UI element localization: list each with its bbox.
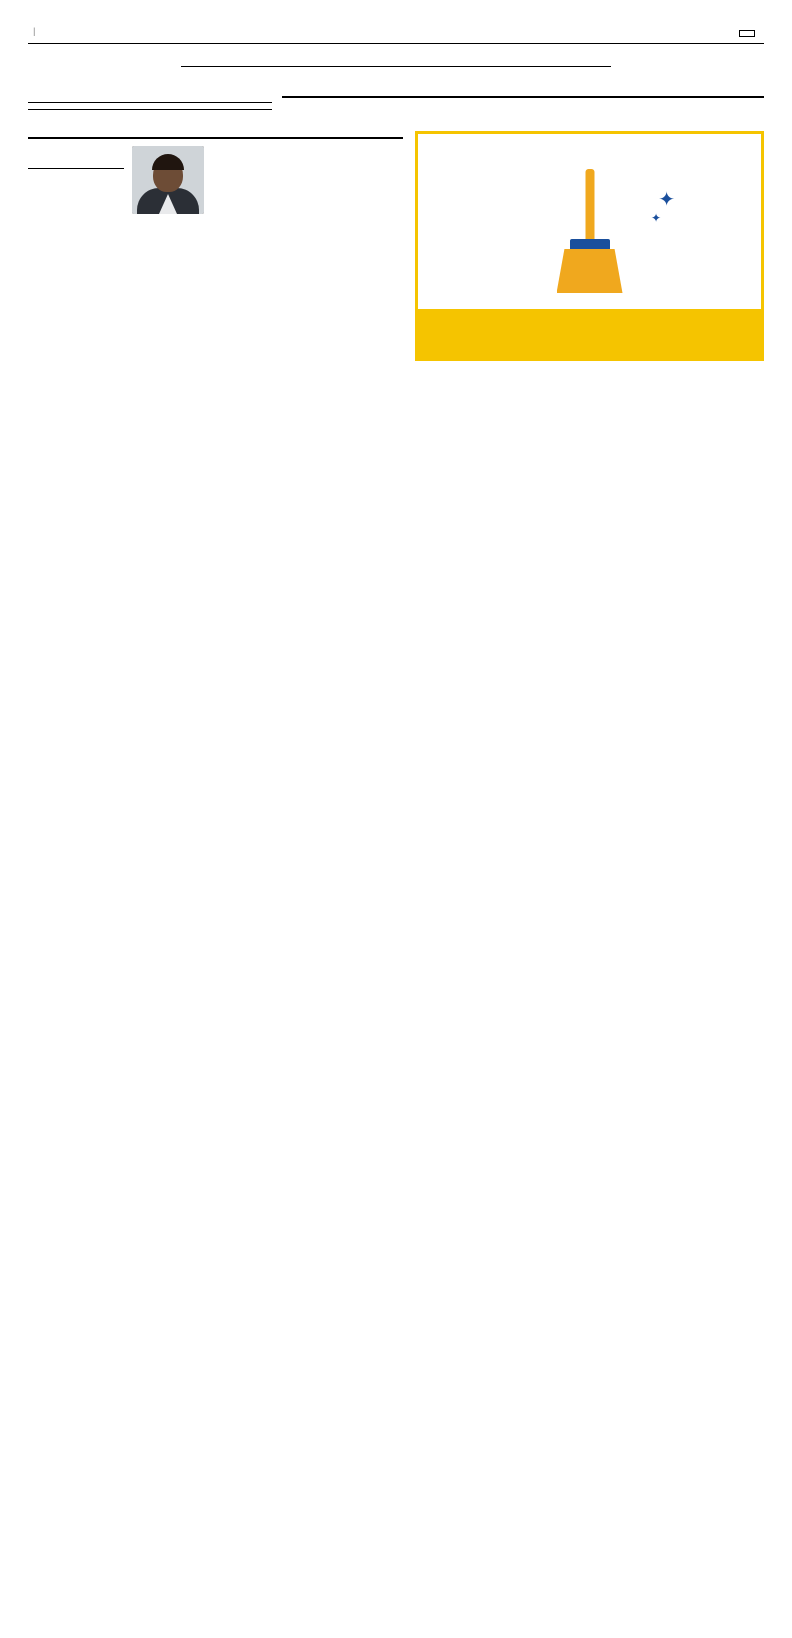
advice-rule	[28, 137, 403, 139]
section-rule	[181, 66, 611, 67]
author-portrait	[132, 146, 204, 214]
advice-column-name	[28, 168, 124, 171]
section-header	[28, 44, 764, 76]
sparkle-icon: ✦	[658, 189, 675, 211]
sparkle-small-icon: ✦	[650, 211, 661, 225]
masthead-left	[28, 26, 41, 37]
masthead-right	[730, 30, 764, 37]
crossword-clue-panel	[28, 96, 272, 115]
puzzle-byline	[28, 102, 272, 110]
masthead	[28, 0, 764, 44]
section-badge	[739, 30, 755, 37]
masthead-divider: |	[33, 26, 36, 37]
crossword-body	[28, 96, 764, 115]
crossword-grid[interactable]	[282, 96, 764, 98]
advertisement[interactable]	[415, 131, 764, 361]
ad-logo-area	[434, 163, 745, 295]
advice-column	[28, 131, 403, 361]
advice-author-row	[28, 146, 403, 214]
broom-icon	[434, 163, 745, 295]
crossword-grid-panel	[282, 96, 764, 115]
advice-author-name	[28, 146, 124, 214]
lower-section	[28, 131, 764, 361]
ad-top	[418, 134, 761, 295]
ad-cta-block[interactable]	[418, 309, 761, 358]
